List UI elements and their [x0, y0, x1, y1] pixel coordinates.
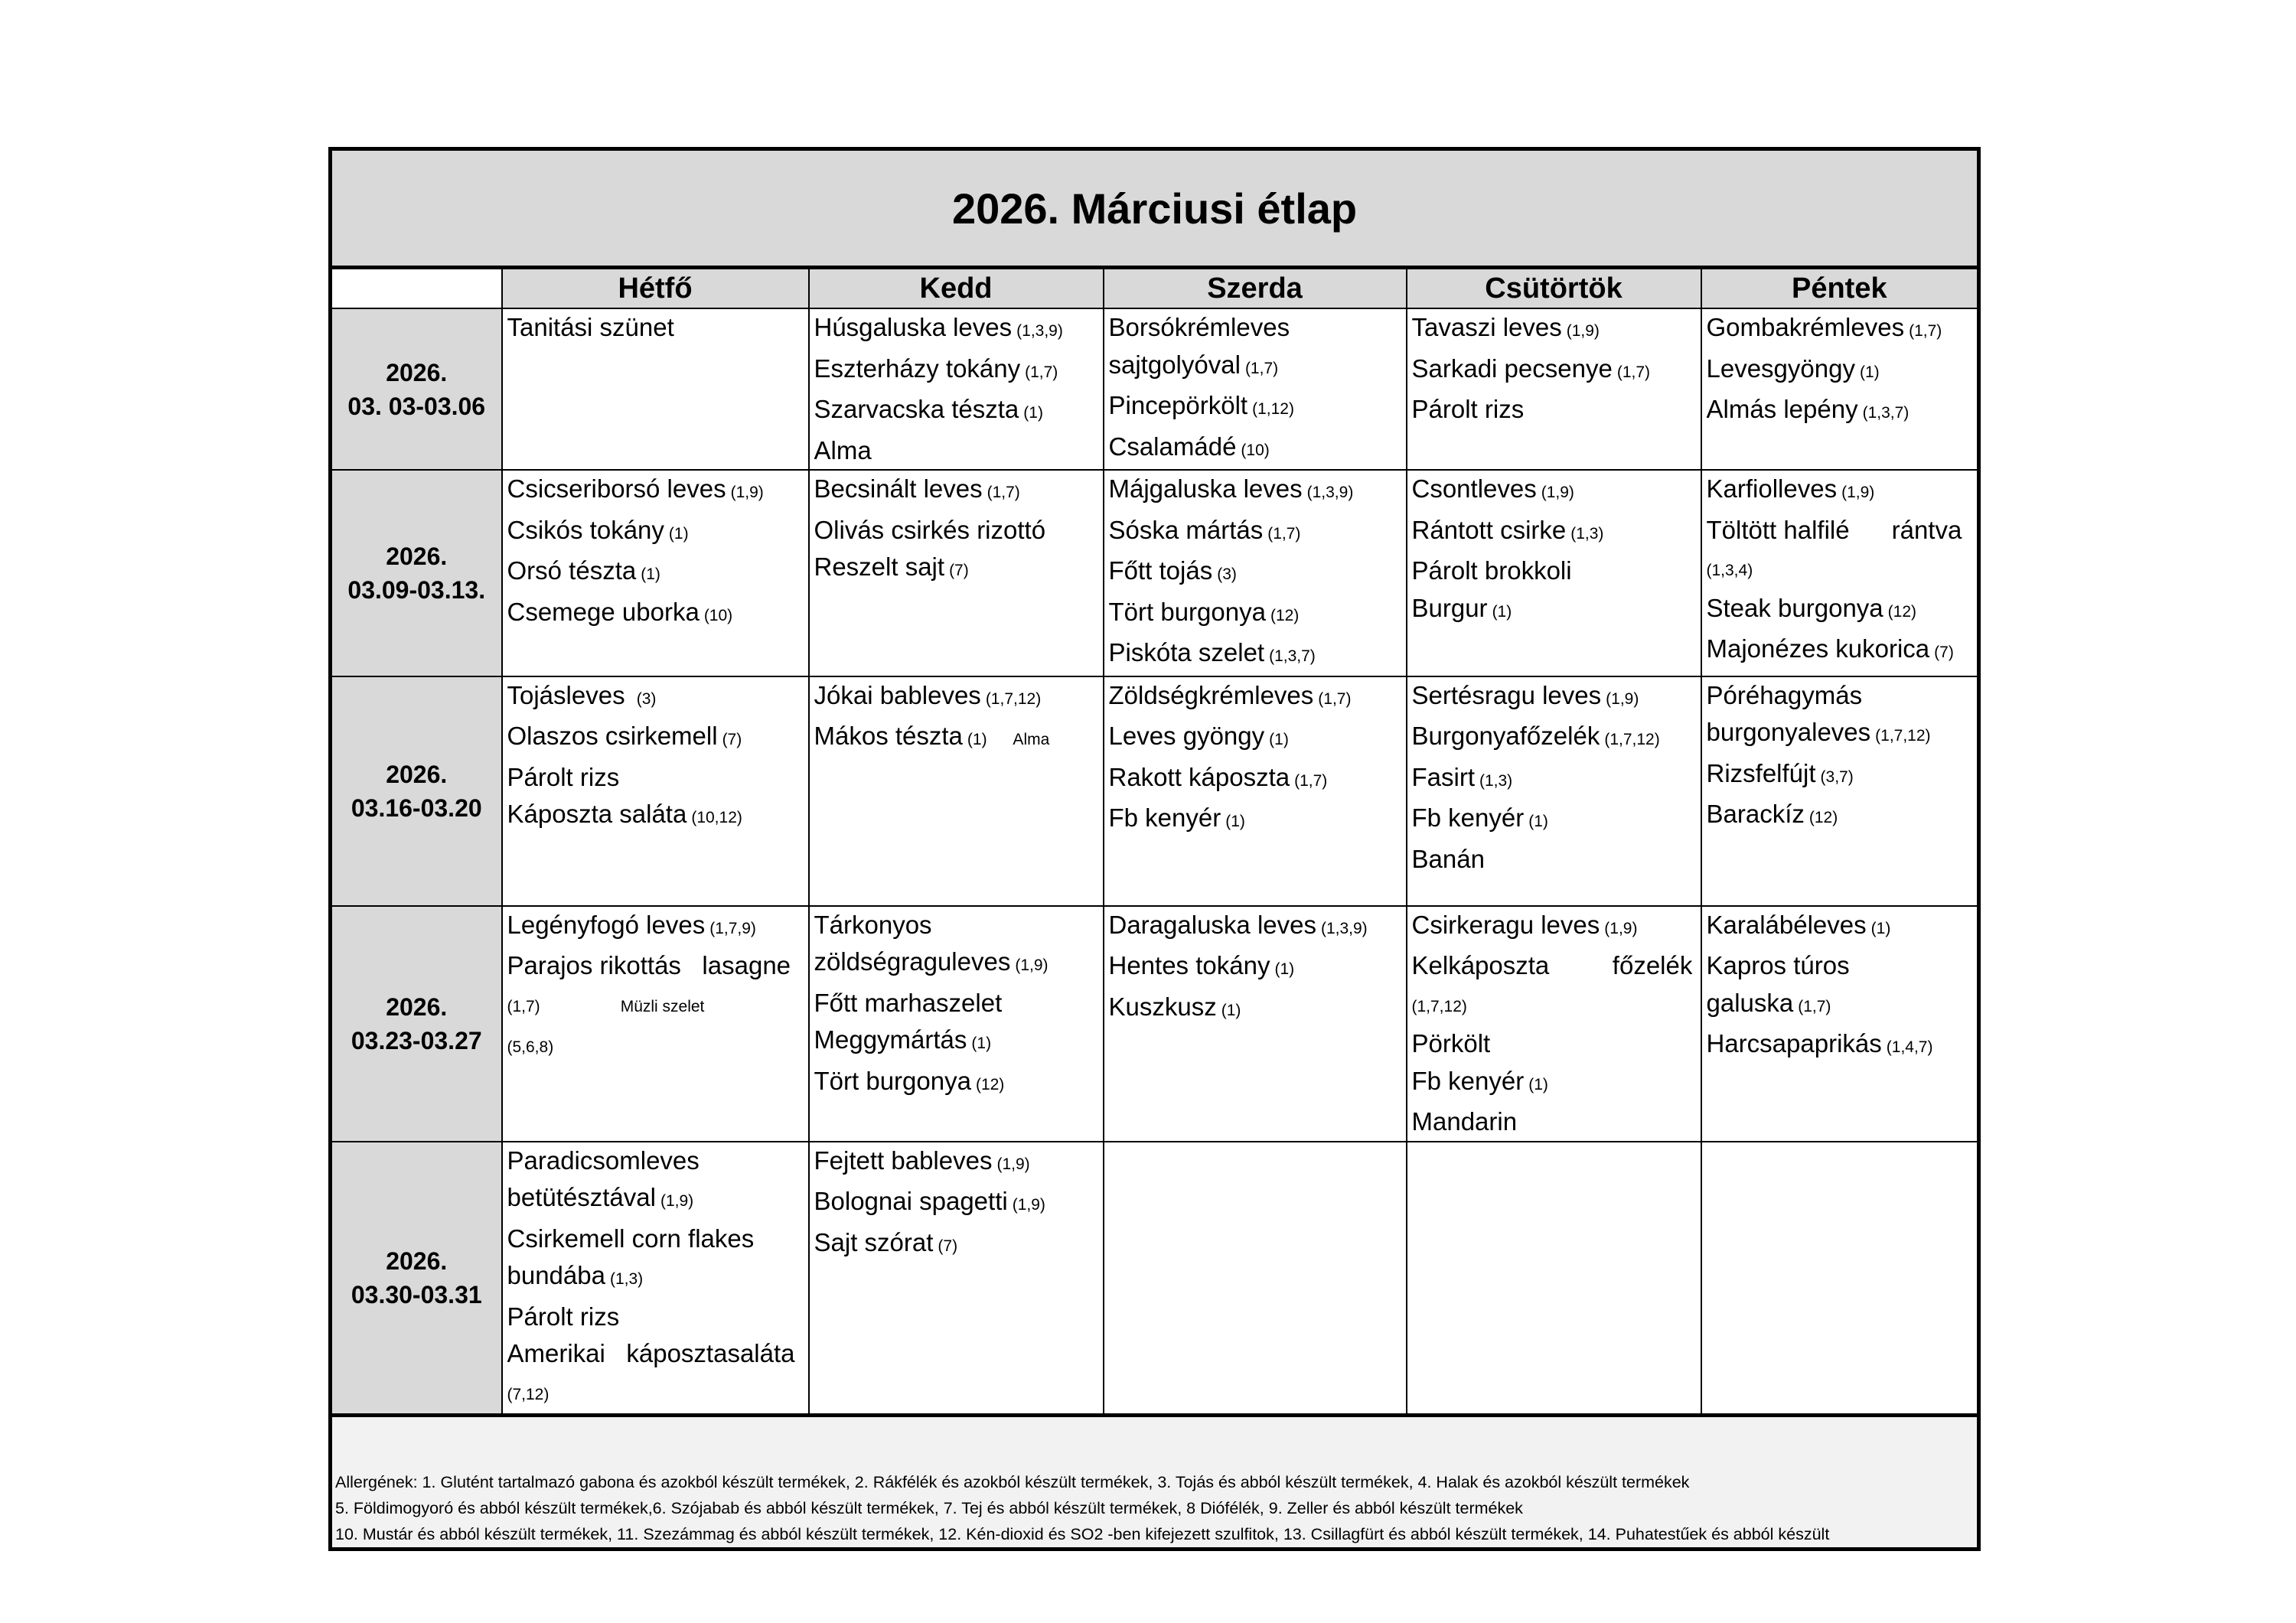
dish-name: Orsó tészta [507, 556, 637, 585]
allergen-codes: (12) [1270, 606, 1300, 624]
dish-item [1412, 985, 1698, 1026]
menu-cell [1701, 676, 1979, 906]
dish-item [1707, 947, 1975, 985]
week-label-line: 03.23-03.27 [351, 1026, 482, 1054]
day-header-kedd: Kedd [809, 268, 1104, 309]
dish-item [1109, 429, 1403, 470]
dish-name: Jókai bableves [814, 680, 981, 709]
dish-item [1707, 985, 1975, 1026]
allergen-codes: (1) [1859, 363, 1880, 381]
dish-name: Fb kenyér [1411, 1066, 1525, 1095]
allergen-codes: (3,7) [1820, 768, 1854, 786]
allergen-codes: (1,7,12) [985, 689, 1042, 708]
dish-item [507, 907, 805, 948]
day-header-szerda: Szerda [1104, 268, 1407, 309]
allergen-codes: (1,12) [1252, 400, 1294, 418]
dish-item [507, 759, 805, 797]
dish-name: Daragaluska leves [1108, 910, 1316, 939]
dish-name: Parajos rikottás lasagne [507, 951, 791, 979]
menu-cell [1701, 1142, 1979, 1416]
allergen-codes: (1,9) [1012, 1196, 1045, 1214]
dish-item [814, 907, 1100, 944]
allergen-codes: (1,9) [1015, 957, 1049, 974]
dish-item [1109, 907, 1403, 948]
dish-name: Karfiolleves [1706, 474, 1838, 503]
menu-cell [809, 308, 1104, 470]
dish-name: Főtt tojás [1108, 556, 1213, 585]
allergen-codes: (1,7) [1025, 363, 1058, 381]
day-header-row [331, 268, 1979, 309]
dish-item [1109, 387, 1403, 429]
dish-name: Barackíz [1706, 800, 1805, 828]
dish-name: Májgaluska leves [1108, 474, 1303, 503]
dish-item [507, 1142, 805, 1180]
dish-name: Szarvacska tészta [814, 395, 1019, 423]
allergen-codes: (1,7,12) [1411, 997, 1467, 1015]
week-label-line: 2026. [386, 992, 448, 1021]
allergen-codes: (1,7) [1909, 322, 1942, 340]
dish-item [507, 1179, 805, 1221]
menu-cell [1407, 308, 1701, 470]
dish-item [507, 1257, 805, 1299]
day-header-pentek: Péntek [1701, 268, 1979, 309]
allergen-codes: (1) Alma [967, 731, 1050, 748]
dish-name: Amerikai káposztasaláta [507, 1339, 795, 1367]
allergen-codes: (3) [636, 689, 657, 708]
dish-item [1707, 1025, 1975, 1067]
allergen-codes: (1,3,9) [1016, 322, 1063, 340]
dish-name: Sóska mártás [1108, 515, 1264, 544]
menu-cell [809, 470, 1104, 676]
dish-item [1412, 1025, 1698, 1063]
allergen-codes: (1) [1870, 919, 1891, 937]
menu-cell [502, 906, 809, 1142]
dish-item [507, 552, 805, 594]
allergen-codes: (7) [722, 731, 742, 748]
allergen-codes: (1) [1492, 602, 1512, 621]
dish-name: Húsgaluska leves [814, 313, 1013, 341]
allergen-codes: (1,3) [1479, 771, 1513, 790]
dish-item [1707, 549, 1975, 590]
dish-item [507, 677, 805, 719]
week-label [331, 1142, 502, 1416]
allergen-codes: (1,3,9) [1320, 919, 1368, 937]
dish-name: Paradicsomleves [507, 1146, 700, 1175]
dish-item [1707, 471, 1975, 512]
allergen-codes: (1,3) [609, 1270, 644, 1288]
allergen-codes: (1,3,9) [1306, 484, 1354, 501]
dish-name: Csalamádé [1108, 432, 1237, 461]
dish-item [814, 1224, 1100, 1266]
dish-name: Csicseriborsó leves [507, 474, 726, 503]
dish-item [814, 1183, 1100, 1224]
dish-item [507, 1221, 805, 1258]
dish-name: Steak burgonya [1706, 593, 1883, 622]
dish-name: Zöldségkrémleves [1108, 680, 1314, 709]
dish-name: Tört burgonya [1108, 597, 1266, 626]
week-row [331, 470, 1979, 676]
dish-name: Főtt marhaszelet [814, 988, 1003, 1017]
dish-item [1412, 841, 1698, 878]
dish-name: Csemege uborka [507, 597, 700, 626]
dish-name: Banán [1411, 844, 1485, 873]
dish-item [1109, 594, 1403, 635]
allergen-codes: (1,9) [1841, 484, 1875, 501]
dish-item [1707, 796, 1975, 837]
dish-name: burgonyaleves [1706, 718, 1871, 746]
dish-item [1412, 309, 1698, 350]
menu-cell [1407, 906, 1701, 1142]
dish-name: Piskóta szelet [1108, 638, 1265, 666]
dish-item [814, 350, 1100, 392]
dish-item [814, 677, 1100, 719]
dish-name: Levesgyöngy [1706, 354, 1855, 383]
dish-name: Meggymártás [814, 1025, 967, 1054]
dish-item [1412, 350, 1698, 392]
dish-item [814, 471, 1100, 512]
dish-name: Borsókrémleves [1108, 313, 1290, 341]
menu-cell [1407, 676, 1701, 906]
week-label [331, 676, 502, 906]
allergen-codes: (1,9) [730, 484, 764, 501]
dish-item [507, 1299, 805, 1336]
dish-name: Fb kenyér [1108, 803, 1221, 832]
legend-row [331, 1416, 1979, 1550]
week-label [331, 906, 502, 1142]
dish-name: zöldségraguleves [814, 947, 1011, 976]
dish-name: Kapros túros [1706, 951, 1850, 979]
dish-name: Párolt rizs [507, 1302, 620, 1331]
dish-item [1412, 1103, 1698, 1141]
dish-item [814, 309, 1100, 350]
dish-name: sajtgolyóval [1108, 350, 1241, 379]
dish-name: Alma [814, 435, 872, 464]
allergen-codes: (1,7,12) [1604, 731, 1660, 748]
allergen-codes: (1,7) [987, 484, 1020, 501]
dish-name: Sarkadi pecsenye [1411, 354, 1613, 383]
week-label [331, 308, 502, 470]
dish-name: bundába [507, 1261, 605, 1289]
dish-item [1109, 677, 1403, 719]
dish-item [1412, 471, 1698, 512]
dish-name: Párolt rizs [507, 762, 620, 791]
dish-item [814, 512, 1100, 549]
menu-cell [1407, 470, 1701, 676]
dish-name: Karalábéleves [1706, 910, 1867, 939]
dish-item [1412, 552, 1698, 590]
dish-name: Becsinált leves [814, 474, 983, 503]
dish-name: Burgonyafőzelék [1411, 722, 1600, 750]
allergen-codes: (1,4,7) [1886, 1038, 1933, 1056]
week-label-line: 03. 03-03.06 [347, 392, 486, 420]
week-label [331, 470, 502, 676]
week-row [331, 308, 1979, 470]
dish-name: Tört burgonya [814, 1066, 971, 1095]
week-label-line: 03.30-03.31 [351, 1280, 482, 1309]
dish-item [814, 549, 1100, 590]
dish-name: Tavaszi leves [1411, 313, 1562, 341]
dish-item [1412, 718, 1698, 759]
allergen-codes: (1,7,9) [709, 919, 756, 937]
dish-item [507, 309, 805, 347]
menu-cell [1104, 308, 1407, 470]
allergen-codes: (1) [1225, 813, 1245, 830]
dish-name: Rakott káposzta [1108, 762, 1290, 791]
allergen-codes: (1,3,4) [1706, 562, 1753, 579]
allergen-codes: (12) [1808, 809, 1838, 826]
dish-item [507, 796, 805, 837]
allergen-codes: (12) [975, 1075, 1005, 1093]
menu-cell [1701, 470, 1979, 676]
allergen-codes: (1,3,7) [1862, 404, 1910, 422]
page-title: 2026. Márciusi étlap [331, 149, 1979, 268]
allergen-codes: (1) [1269, 731, 1289, 748]
allergen-codes: (1,7) [1318, 689, 1352, 708]
menu-cell [809, 1142, 1104, 1416]
dish-item [1412, 947, 1698, 985]
allergen-codes: (1,9) [1604, 919, 1638, 937]
dish-name: Majonézes kukorica [1706, 634, 1930, 663]
dish-name: Mákos tészta [814, 722, 963, 750]
dish-name: Hentes tokány [1108, 951, 1270, 979]
allergen-codes: (1,7) Müzli szelet [507, 997, 705, 1015]
menu-cell [502, 308, 809, 470]
dish-name: Reszelt sajt [814, 552, 945, 581]
allergen-codes: (7) [1934, 644, 1954, 661]
dish-name: Pincepörkölt [1108, 391, 1248, 419]
allergen-codes: (7,12) [507, 1385, 550, 1403]
dish-name: Tanitási szünet [507, 313, 674, 341]
dish-name: Almás lepény [1706, 395, 1858, 423]
dish-name: Sajt szórat [814, 1227, 934, 1256]
legend-line: Allergének: 1. Glutént tartalmazó gabona és azokból készült termékek, 2. Rákfélék és azokból készült termékek, 3. Tojás és abból készült termékek, 4. Halak és azokból készült termékek [335, 1473, 1690, 1491]
dish-item [814, 718, 1100, 759]
dish-item [814, 1022, 1100, 1063]
dish-item [1109, 800, 1403, 841]
allergen-codes: (1,7) [1267, 524, 1301, 543]
dish-item [814, 985, 1100, 1022]
allergen-codes: (10,12) [691, 809, 742, 826]
legend-line: 5. Földimogyoró és abból készült termékek,6. Szójabab és abból készült termékek, 7. Tej és abból készült termékek, 8 Diófélék, 9. Zeller és abból készült termékek [335, 1499, 1523, 1517]
dish-name: Rizsfelfújt [1706, 758, 1816, 787]
dish-name: Harcsapaprikás [1706, 1029, 1882, 1058]
dish-name: Párolt rizs [1411, 395, 1525, 423]
dish-name: Leves gyöngy [1108, 722, 1265, 750]
dish-item [1412, 512, 1698, 553]
dish-item [1109, 634, 1403, 676]
dish-item [1412, 1063, 1698, 1104]
dish-item [1109, 471, 1403, 512]
dish-item [1707, 907, 1975, 948]
dish-item [1109, 347, 1403, 388]
allergen-codes: (7) [938, 1237, 958, 1255]
dish-item [1109, 947, 1403, 989]
menu-cell [1701, 906, 1979, 1142]
allergen-codes: (1) [1274, 960, 1295, 978]
dish-name: Bolognai spagetti [814, 1187, 1008, 1215]
allergen-codes: (1) [1221, 1001, 1241, 1019]
dish-item [1109, 989, 1403, 1030]
dish-item [1109, 512, 1403, 553]
dish-item [507, 985, 805, 1026]
dish-name: Tárkonyos [814, 910, 932, 939]
allergen-codes: (1,9) [996, 1155, 1030, 1173]
dish-name: Mandarin [1411, 1107, 1518, 1136]
dish-item [507, 471, 805, 512]
legend-line: 10. Mustár és abból készült termékek, 11. Szezámmag és abból készült termékek, 12. Kén-dioxid és SO2 -ben kifejezett szulfitok, 13. Csillagfürt és abból készült termékek, 14. Puhatestűek és abból készült [335, 1525, 1830, 1543]
dish-name: Csirkemell corn flakes [507, 1224, 755, 1253]
allergen-codes: (1,9) [1606, 689, 1639, 708]
corner-cell [331, 268, 502, 309]
menu-cell [1104, 1142, 1407, 1416]
dish-name: Fb kenyér [1411, 803, 1525, 832]
menu-cell [809, 676, 1104, 906]
week-row [331, 906, 1979, 1142]
dish-item [1412, 391, 1698, 429]
dish-name: Póréhagymás [1706, 680, 1863, 709]
dish-item [814, 943, 1100, 985]
dish-item [1707, 755, 1975, 797]
allergen-codes: (1) [971, 1035, 992, 1052]
dish-item [507, 718, 805, 759]
dish-item [1412, 907, 1698, 948]
dish-item [1707, 677, 1975, 715]
week-label-line: 03.09-03.13. [347, 575, 486, 604]
dish-item [814, 1142, 1100, 1184]
dish-name: Olaszos csirkemell [507, 722, 718, 750]
allergen-codes: (1,7) [1798, 997, 1831, 1015]
allergen-codes: (1,3,7) [1269, 647, 1316, 665]
dish-item [1707, 391, 1975, 432]
dish-name: Sertésragu leves [1411, 680, 1602, 709]
dish-item [1109, 759, 1403, 800]
dish-name: Olivás csirkés rizottó [814, 515, 1046, 544]
week-label-line: 2026. [386, 358, 448, 386]
dish-name: Burgur [1411, 593, 1488, 622]
dish-name: Fasirt [1411, 762, 1475, 791]
dish-item [814, 391, 1100, 432]
week-label-line: 2026. [386, 1247, 448, 1275]
allergen-codes: (5,6,8) [507, 1038, 554, 1056]
menu-cell [809, 906, 1104, 1142]
allergen-codes: (1,9) [1541, 484, 1574, 501]
dish-item [1707, 350, 1975, 392]
week-label-line: 03.16-03.20 [351, 794, 482, 822]
dish-item [507, 1335, 805, 1373]
dish-item [1707, 631, 1975, 672]
dish-item [814, 1063, 1100, 1104]
dish-item [507, 594, 805, 635]
dish-name: Pörkölt [1411, 1029, 1491, 1058]
week-label-line: 2026. [386, 542, 448, 570]
dish-name: Csontleves [1411, 474, 1537, 503]
dish-item [1412, 800, 1698, 841]
dish-item [1412, 759, 1698, 800]
allergen-codes: (1,3) [1570, 524, 1604, 543]
day-header-csutortok: Csütörtök [1407, 268, 1701, 309]
week-row [331, 676, 1979, 906]
dish-item [507, 1025, 805, 1067]
menu-cell [502, 470, 809, 676]
dish-name: Gombakrémleves [1706, 313, 1905, 341]
menu-cell [1104, 676, 1407, 906]
dish-item [1412, 677, 1698, 719]
menu-cell [1701, 308, 1979, 470]
dish-item [1707, 512, 1975, 549]
dish-item [1412, 590, 1698, 631]
menu-cell [1407, 1142, 1701, 1416]
dish-item [1109, 552, 1403, 594]
dish-item [1707, 309, 1975, 350]
allergen-codes: (1,9) [1566, 322, 1600, 340]
dish-name: betütésztával [507, 1183, 656, 1211]
dish-name: Káposzta saláta [507, 800, 687, 828]
menu-cell [1104, 470, 1407, 676]
allergen-codes: (10) [1241, 441, 1270, 459]
dish-item [1707, 590, 1975, 631]
allergen-codes: (12) [1887, 602, 1917, 621]
dish-name: Fejtett bableves [814, 1146, 993, 1175]
week-row [331, 1142, 1979, 1416]
title-row [331, 149, 1979, 268]
menu-table [328, 147, 1981, 1551]
allergen-codes: (1,7) [1244, 359, 1279, 377]
dish-item [1109, 309, 1403, 347]
dish-item [507, 947, 805, 985]
allergen-codes: (1) [1528, 813, 1548, 830]
allergen-codes: (1) [1023, 404, 1043, 422]
dish-name: Rántott csirke [1411, 515, 1567, 544]
dish-name: galuska [1706, 988, 1794, 1017]
allergen-codes: (3) [1217, 565, 1237, 583]
dish-item [1109, 718, 1403, 759]
allergen-codes: (1,7,12) [1875, 727, 1931, 745]
dish-item [1707, 714, 1975, 755]
dish-name: Eszterházy tokány [814, 354, 1021, 383]
dish-name: Töltött halfilé rántva [1706, 515, 1962, 544]
allergen-codes: (1) [668, 524, 689, 543]
dish-name: Tojásleves [507, 680, 632, 709]
dish-name: Csikós tokány [507, 515, 664, 544]
allergen-legend [331, 1416, 1979, 1550]
allergen-codes: (1,7) [1294, 771, 1328, 790]
allergen-codes: (1) [1528, 1075, 1548, 1093]
dish-name: Csirkeragu leves [1411, 910, 1600, 939]
allergen-codes: (7) [949, 562, 969, 579]
dish-name: Kuszkusz [1108, 992, 1217, 1021]
day-header-hetfo: Hétfő [502, 268, 809, 309]
dish-item [507, 512, 805, 553]
allergen-codes: (1,9) [660, 1192, 694, 1210]
allergen-codes: (10) [703, 606, 733, 624]
dish-item [507, 1373, 805, 1414]
menu-cell [502, 676, 809, 906]
week-label-line: 2026. [386, 760, 448, 788]
allergen-codes: (1) [641, 565, 660, 583]
menu-cell [502, 1142, 809, 1416]
dish-name: Kelkáposzta főzelék [1411, 951, 1693, 979]
dish-name: Párolt brokkoli [1411, 556, 1572, 585]
menu-cell [1104, 906, 1407, 1142]
dish-item [814, 432, 1100, 470]
dish-name: Legényfogó leves [507, 910, 706, 939]
allergen-codes: (1,7) [1616, 363, 1651, 381]
